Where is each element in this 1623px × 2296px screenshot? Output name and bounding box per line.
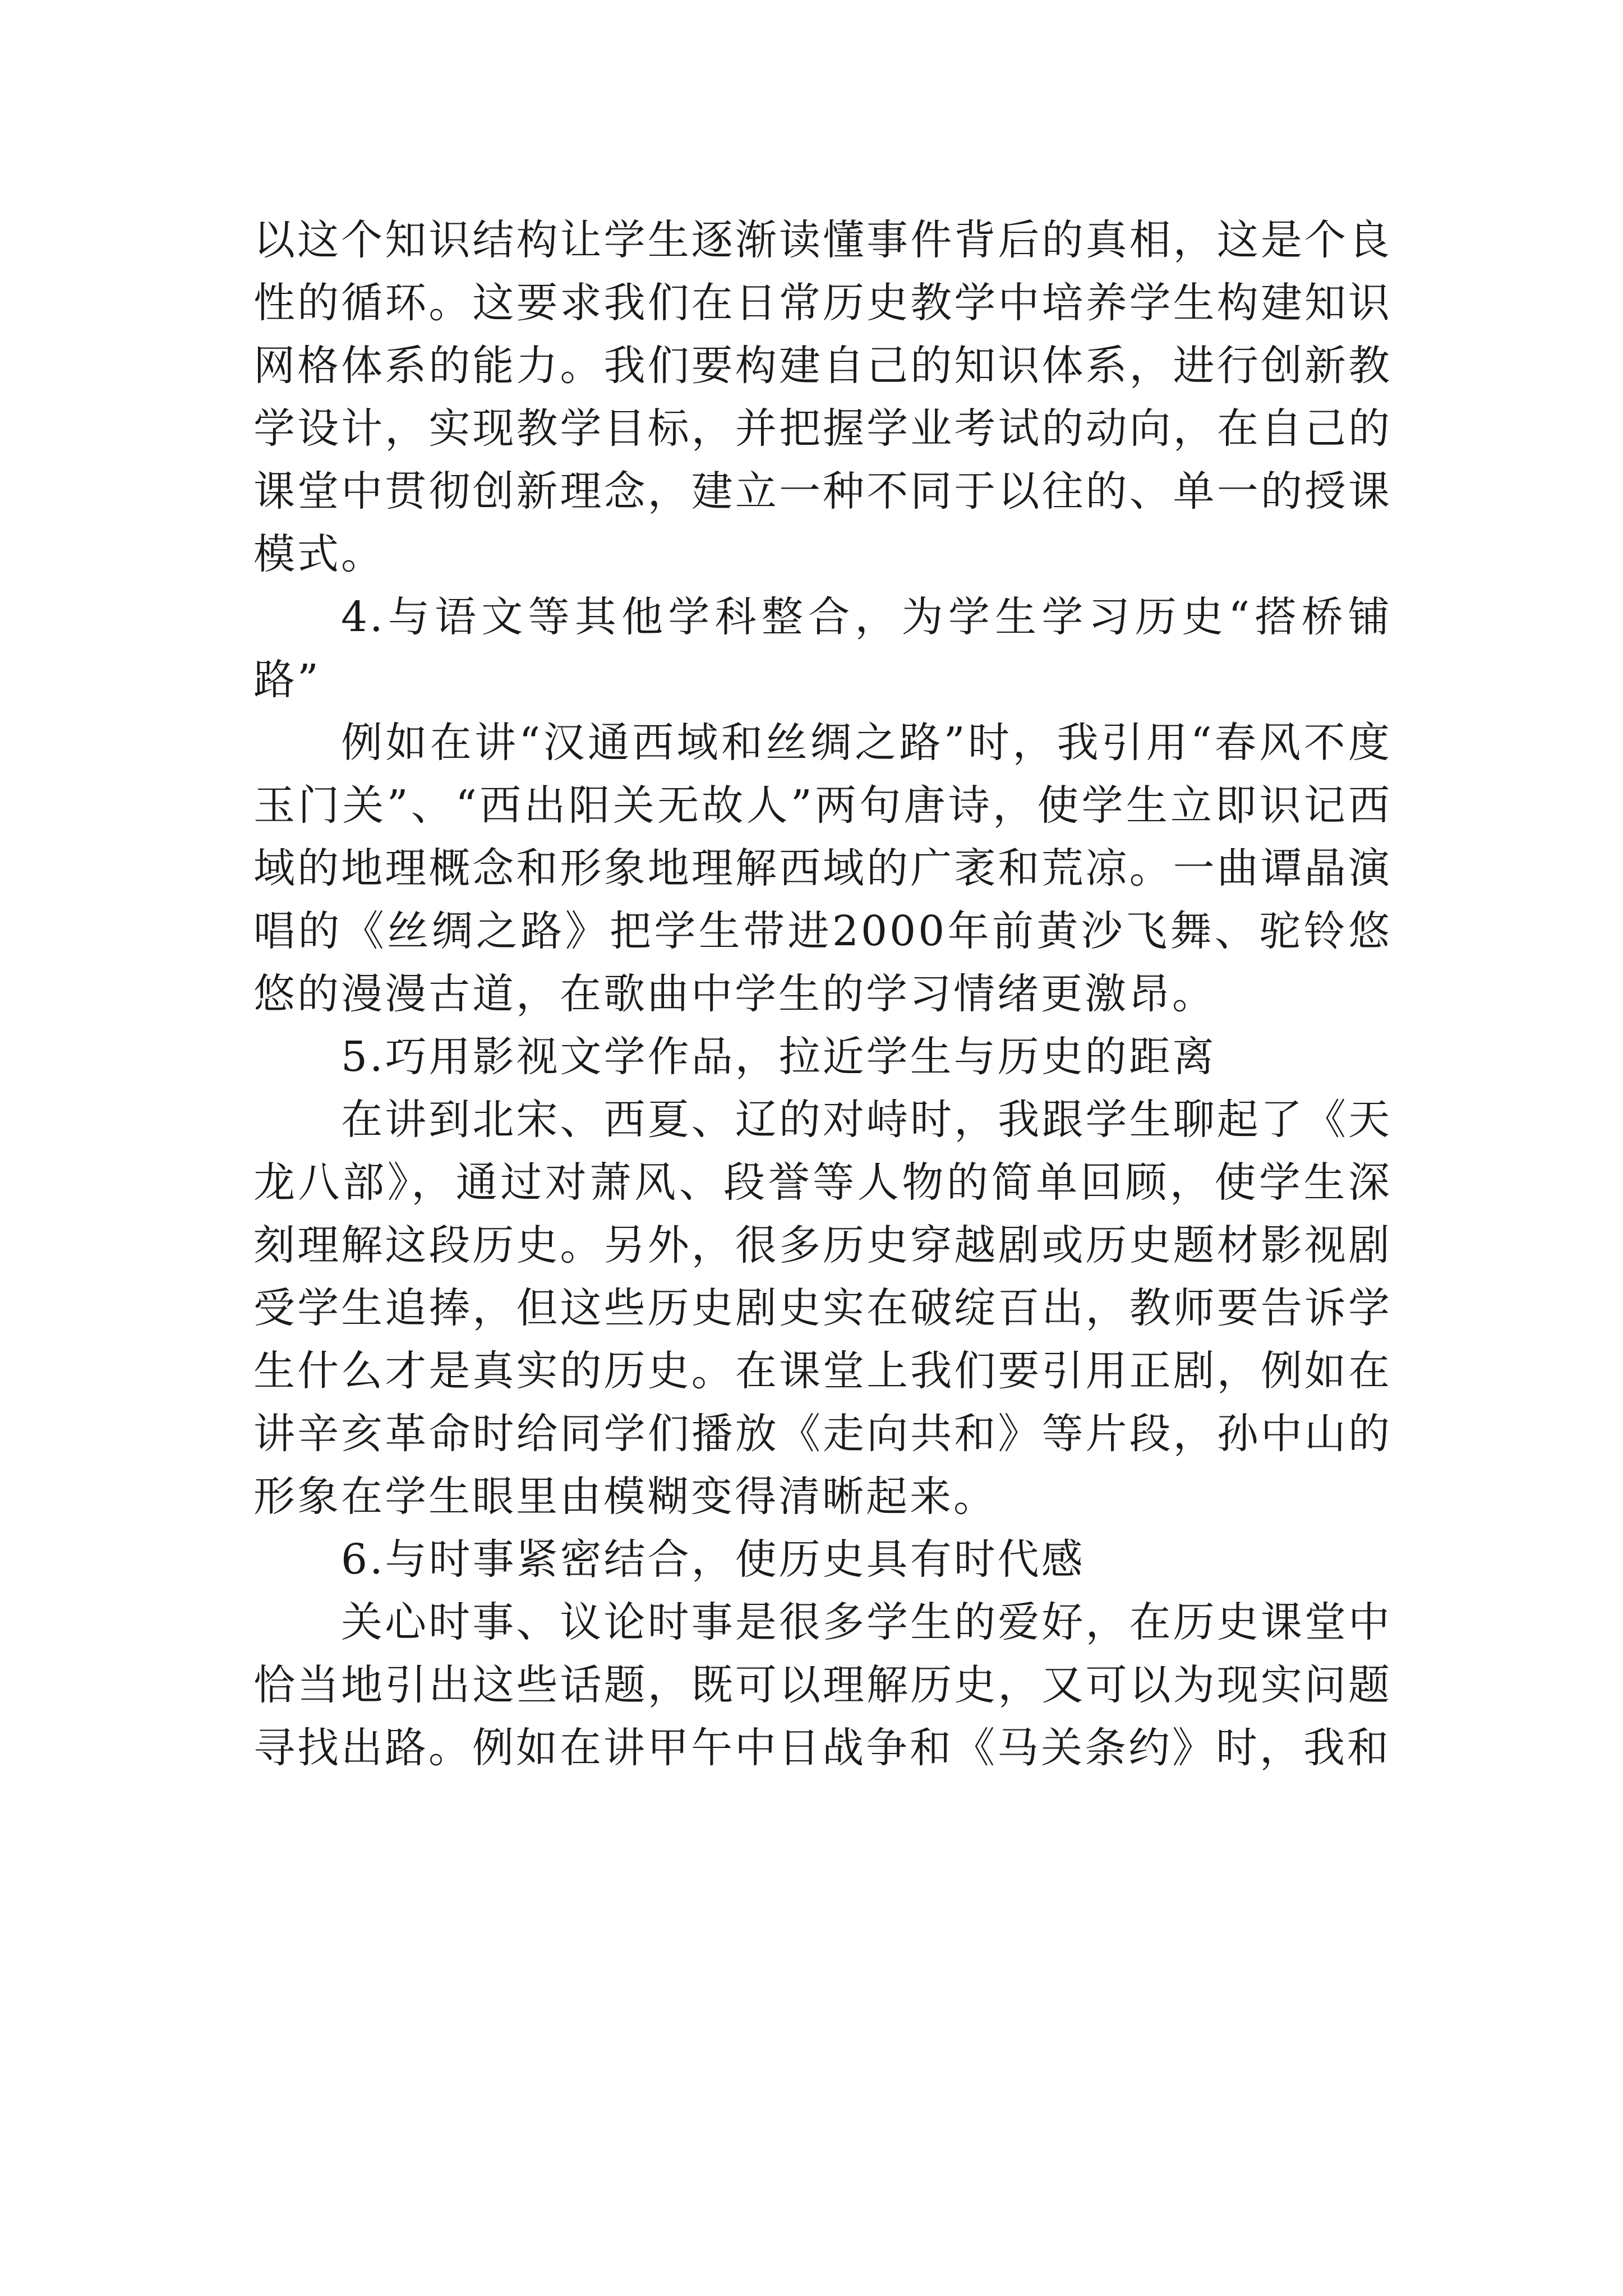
section-heading-4: 4.与语文等其他学科整合，为学生学习历史“搭桥铺路” (253, 593, 1392, 704)
paragraph-continued: 以这个知识结构让学生逐渐读懂事件背后的真相，这是个良性的循环。这要求我们在日常历史教学中培养学生构建知识网格体系的能力。我们要构建自己的知识体系，进行创新教学设计，实现教学目标，并把握学业考试的动向，在自己的课堂中贯彻创新理念，建立一种不同于以往的、单一的授课模式。 (253, 216, 1392, 578)
paragraph-section-4: 例如在讲“汉通西域和丝绸之路”时，我引用“春风不度玉门关”、“西出阳关无故人”两句唐诗，使学生立即识记西域的地理概念和形象地理解西域的广袤和荒凉。一曲谭晶演唱的《丝绸之路》把学生带进2000年前黄沙飞舞、驼铃悠悠的漫漫古道，在歌曲中学生的学习情绪更激昂。 (253, 719, 1392, 1018)
section-heading-6: 6.与时事紧密结合，使历史具有时代感 (341, 1535, 1085, 1584)
body-text (253, 209, 1392, 1779)
paragraph-section-5: 在讲到北宋、西夏、辽的对峙时，我跟学生聊起了《天龙八部》，通过对萧风、段誉等人物的简单回顾，使学生深刻理解这段历史。另外，很多历史穿越剧或历史题材影视剧受学生追捧，但这些历史剧史实在破绽百出，教师要告诉学生什么才是真实的历史。在课堂上我们要引用正剧，例如在讲辛亥革命时给同学们播放《走向共和》等片段，孙中山的形象在学生眼里由模糊变得清晰起来。 (253, 1096, 1392, 1521)
paragraph-section-6: 关心时事、议论时事是很多学生的爱好，在历史课堂中恰当地引出这些话题，既可以理解历史，又可以为现实问题寻找出路。例如在讲甲午中日战争和《马关条约》时，我和 (253, 1598, 1392, 1772)
section-heading-5: 5.巧用影视文学作品，拉近学生与历史的距离 (341, 1033, 1216, 1081)
